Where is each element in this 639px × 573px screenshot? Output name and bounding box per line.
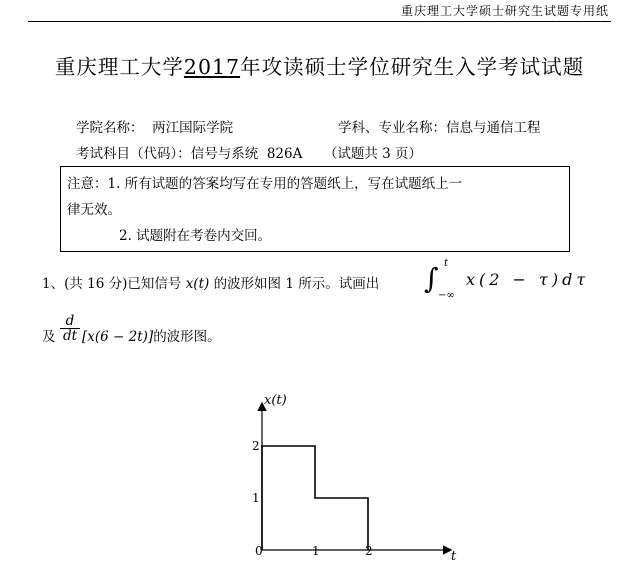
- notice-line-2: 律无效。: [67, 202, 121, 218]
- question-1-prefix: 1、(共 16 分)已知信号: [42, 276, 182, 292]
- integral-upper-limit: t: [444, 258, 449, 269]
- x-axis-label: t: [451, 549, 457, 564]
- major-label: 学科、专业名称：: [338, 120, 446, 136]
- major-line: [338, 116, 541, 136]
- signal-waveform: [262, 446, 368, 550]
- college-line: [76, 116, 233, 136]
- y-tick-label: 1: [252, 491, 260, 505]
- integral-sign: ∫: [424, 262, 439, 295]
- signal-waveform-figure: [240, 392, 480, 567]
- question-1-line-2-prefix: 及: [42, 329, 56, 345]
- header-rule: [28, 21, 611, 22]
- x-tick-label: 0: [255, 544, 263, 558]
- integral-lower-limit: −∞: [438, 290, 455, 301]
- subject-code: 826A: [266, 146, 303, 162]
- title-prefix: 重庆理工大学: [54, 55, 184, 79]
- title-suffix: 年攻读硕士学位研究生入学考试试题: [240, 55, 585, 79]
- college-value: 两江国际学院: [152, 120, 234, 136]
- derivative-body: [x(6 − 2t)]的波形图。: [82, 329, 221, 345]
- integrand: x(2 − τ)dτ: [466, 270, 590, 289]
- y-axis-label: x(t): [264, 393, 287, 408]
- question-1-line-2-suffix: 的波形图。: [153, 329, 221, 345]
- subject-label: 考试科目（代码）：: [76, 146, 191, 162]
- y-tick-label: 2: [252, 439, 260, 453]
- derivative-numerator: d: [60, 314, 80, 329]
- question-1-middle: 的波形如图 1 所示。试画出: [213, 276, 380, 292]
- notice-box: [60, 166, 570, 252]
- major-value: 信息与通信工程: [446, 120, 541, 136]
- notice-line-1: 注意：1. 所有试题的答案均写在专用的答题纸上，写在试题纸上一: [67, 176, 463, 192]
- derivative-denominator: dt: [62, 328, 78, 344]
- subject-value: 信号与系统: [190, 146, 259, 162]
- notice-line-3: 2. 试题附在考卷内交回。: [119, 228, 272, 244]
- signal-symbol: x(t): [185, 276, 210, 292]
- subject-line: [76, 142, 422, 162]
- college-label: 学院名称：: [76, 120, 144, 136]
- title-year: 2017: [183, 55, 241, 79]
- x-tick-label: 2: [365, 544, 373, 558]
- question-1-line-1: [42, 272, 379, 292]
- header-note: 重庆理工大学硕士研究生试题专用纸: [400, 4, 609, 18]
- page-count: （试题共 3 页）: [323, 146, 423, 162]
- exam-title: [0, 50, 639, 80]
- x-tick-label: 1: [312, 544, 320, 558]
- derivative-fraction: [60, 314, 80, 343]
